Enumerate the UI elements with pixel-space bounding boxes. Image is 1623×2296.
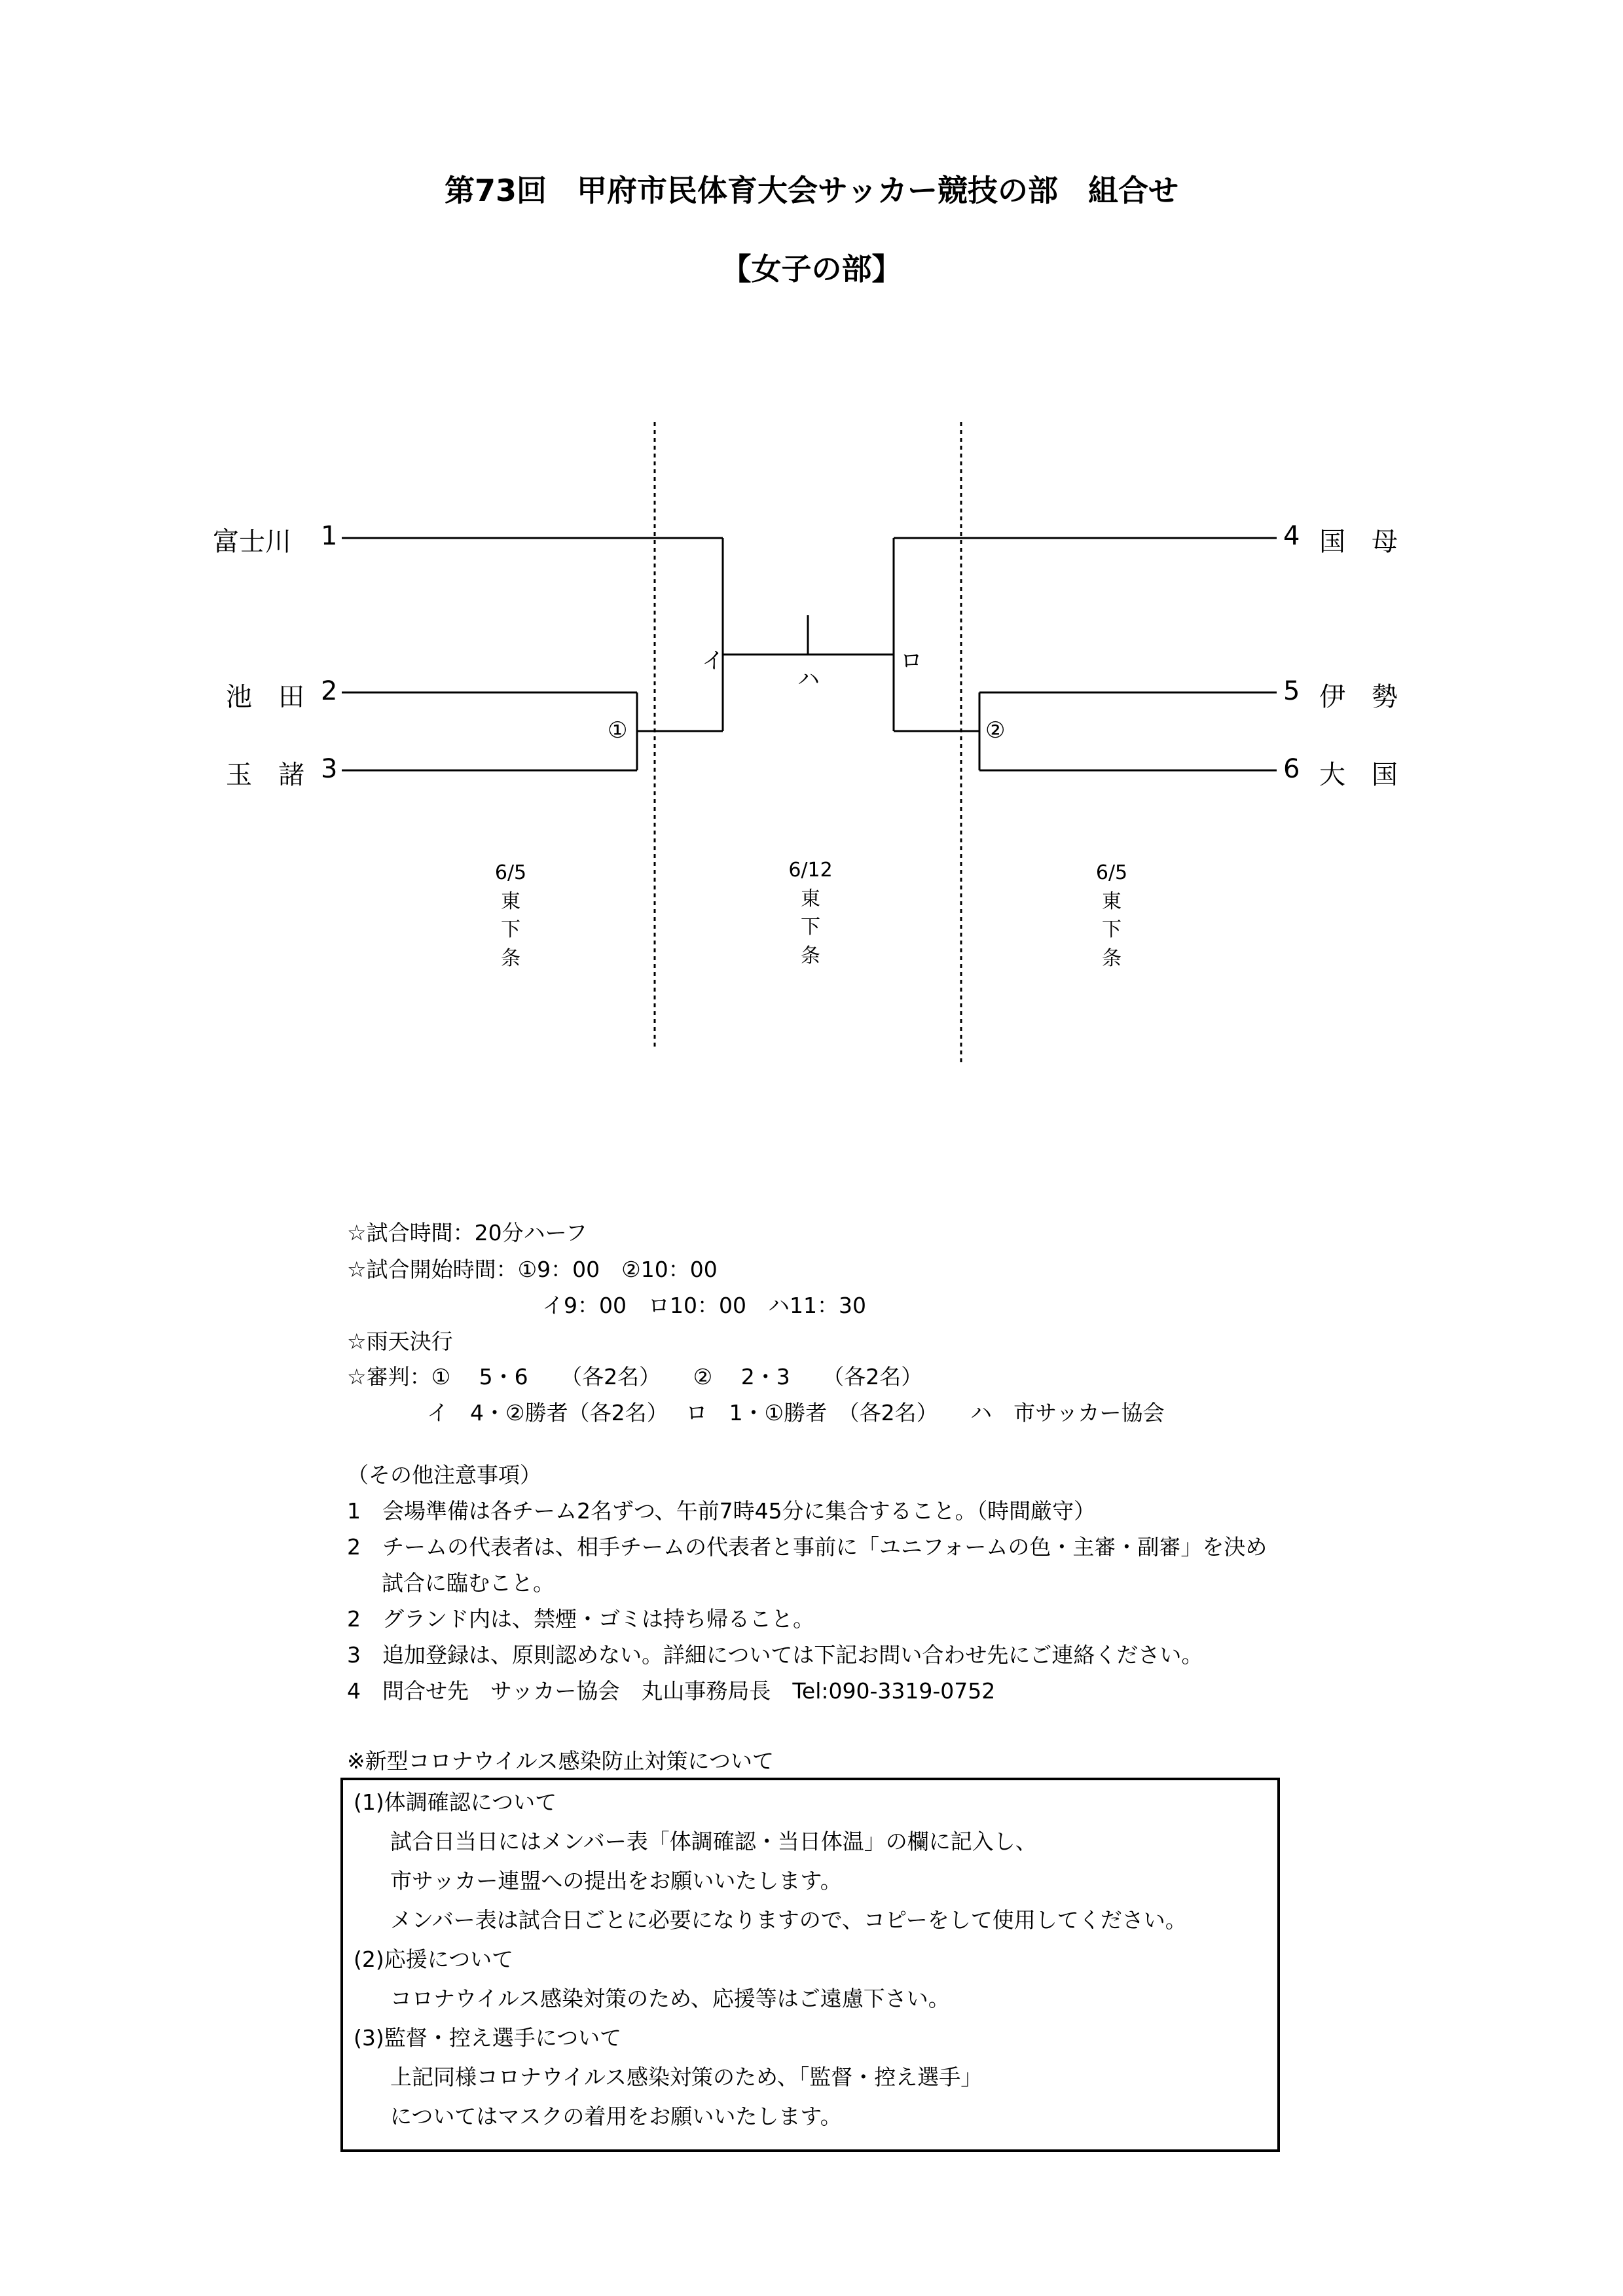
covid-line: 市サッカー連盟への提出をお願いいたします。	[390, 1868, 842, 1893]
note-start-time: ☆試合開始時間：①9：00 ②10：00	[347, 1257, 718, 1282]
column-date: 6/5	[494, 861, 527, 884]
note-referee-cont: イ 4・②勝者（各2名） ロ 1・①勝者 （各2名） ハ 市サッカー協会	[427, 1400, 1165, 1426]
team-name-4: 国 母	[1319, 527, 1398, 557]
match-label-1: ①	[608, 717, 628, 744]
covid-line: 上記同様コロナウイルス感染対策のため、「監督・控え選手」	[390, 2064, 983, 2090]
column-date: 6/5	[1095, 861, 1128, 884]
other-note-item: 3 追加登録は、原則認めない。詳細については下記お問い合わせ先にご連絡ください。	[347, 1642, 1203, 1668]
match-label-2: ②	[985, 717, 1006, 744]
column-venue-char: 条	[801, 944, 820, 967]
other-note-item: 2 チームの代表者は、相手チームの代表者と事前に「ユニフォームの色・主審・副審」を決め	[347, 1534, 1267, 1560]
schedule-column-3	[1066, 859, 1158, 973]
team-seed-5: 5	[1283, 676, 1300, 706]
team-seed-1: 1	[321, 521, 338, 551]
match-label-ha: ハ	[797, 666, 820, 692]
team-seed-6: 6	[1283, 754, 1300, 784]
note-start-time-cont: イ9：00 ロ10：00 ハ11：30	[542, 1293, 866, 1318]
column-venue-char: 条	[501, 946, 520, 970]
other-note-item: 1 会場準備は各チーム2名ずつ、午前7時45分に集合すること。（時間厳守）	[347, 1498, 1096, 1524]
covid-line: 試合日当日にはメンバー表「体調確認・当日体温」の欄に記入し、	[390, 1829, 1037, 1854]
page-subtitle: 【女子の部】	[721, 251, 902, 287]
schedule-column-1	[465, 859, 556, 973]
team-name-6: 大 国	[1319, 760, 1398, 790]
covid-line: コロナウイルス感染対策のため、応援等はご遠慮下さい。	[390, 1986, 950, 2011]
other-note-item: 2 グランド内は、禁煙・ゴミは持ち帰ること。	[347, 1606, 814, 1632]
note-rain: ☆雨天決行	[347, 1329, 453, 1354]
covid-line: についてはマスクの着用をお願いいたします。	[390, 2104, 842, 2129]
column-venue-char: 東	[501, 889, 520, 913]
covid-heading: ※新型コロナウイルス感染防止対策について	[347, 1748, 775, 1774]
other-note-item: 4 問合せ先 サッカー協会 丸山事務局長 Tel:090-3319-0752	[347, 1678, 996, 1704]
column-venue-char: 東	[1102, 889, 1122, 913]
covid-section-staff: (3)監督・控え選手について	[354, 2025, 622, 2051]
column-venue-char: 下	[1102, 918, 1122, 941]
page-title: 第73回 甲府市民体育大会サッカー競技の部 組合せ	[444, 173, 1179, 208]
note-match-time: ☆試合時間：20分ハーフ	[347, 1220, 587, 1246]
covid-section-health: (1)体調確認について	[354, 1789, 557, 1815]
column-venue-char: 東	[801, 887, 820, 910]
column-date: 6/12	[788, 859, 833, 882]
column-venue-char: 下	[501, 918, 520, 941]
team-seed-2: 2	[321, 676, 338, 706]
covid-section-support: (2)応援について	[354, 1946, 514, 1972]
team-name-2: 池 田	[226, 682, 304, 712]
other-notes-title: （その他注意事項）	[347, 1462, 541, 1488]
column-venue-char: 条	[1102, 946, 1122, 970]
column-venue-char: 下	[801, 916, 820, 939]
other-note-item: 試合に臨むこと。	[382, 1570, 555, 1596]
covid-line: メンバー表は試合日ごとに必要になりますので、コピーをして使用してください。	[390, 1907, 1187, 1933]
team-seed-3: 3	[321, 754, 338, 784]
team-name-5: 伊 勢	[1319, 682, 1398, 712]
schedule-column-2	[765, 856, 856, 970]
team-seed-4: 4	[1283, 521, 1300, 551]
match-label-ro: ロ	[900, 648, 922, 674]
team-name-1: 富士川	[213, 527, 291, 557]
team-name-3: 玉 諸	[226, 760, 304, 790]
note-referee: ☆審判：① 5・6 （各2名） ② 2・3 （各2名）	[347, 1364, 923, 1390]
match-label-i: イ	[702, 648, 724, 674]
